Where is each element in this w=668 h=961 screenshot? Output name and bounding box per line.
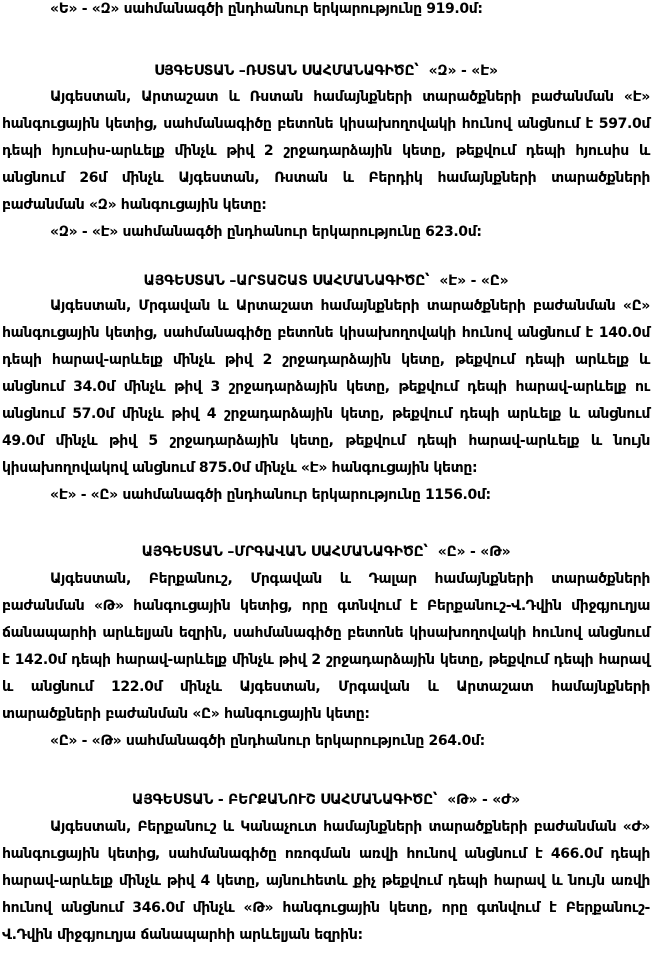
section-heading-codes: «Զ» - «Է» (428, 63, 498, 79)
paragraph-line: Վ.Դվին միջգյուղյա ճանապարհի արևելյան եզրին: (2, 927, 363, 943)
section-total-length: «Է» - «Ը» սահմանագծի ընդհանուր երկարությունը 1156.0մ: (50, 487, 491, 503)
paragraph-line: հանգուցային կետից, սահմանագիծը բետոնե կիսախողովակի հունով անցնում է 597.0մ (2, 116, 650, 132)
paragraph-line: և անցնում 122.0մ մինչև Այգեստան, Մրգավան և Արտաշատ համայնքների (2, 679, 650, 695)
paragraph-line: Այգեստան, Մրգավան և Արտաշատ համայնքների տարածքների բաժանման «Ը» (50, 298, 650, 314)
section-heading-title: ԱՅԳԵՍՏԱՆ –ԱՐՏԱՇԱՏ ՍԱՀՄԱՆԱԳԻԾԸ՝ (143, 273, 430, 289)
paragraph-line: դեպի հարավ-արևելք մինչև թիվ 2 շրջադարձային կետը, թեքվում դեպի արևելք և (2, 352, 650, 368)
section-heading-title: ԱՅԳԵՍՏԱՆ - ԲԵՐՔԱՆՈՒՇ ՍԱՀՄԱՆԱԳԻԾԸ՝ (132, 792, 438, 808)
paragraph-line: Այգեստան, Արտաշատ և Ռստան համայնքների տարածքների բաժանման «Է» (50, 89, 650, 105)
section-heading-title: ՍՅԳԵՍՏԱՆ –ՌՍՏԱՆ ՍԱՀՄԱՆԱԳԻԾԸ՝ (154, 63, 419, 79)
section-heading-title: ԱՅԳԵՍՏԱՆ –ՄՐԳԱՎԱՆ ՍԱՀՄԱՆԱԳԻԾԸ՝ (141, 544, 428, 560)
paragraph-line: է 142.0մ դեպի հարավ-արևելք մինչև թիվ 2 շրջադարձային կետը, թեքվում դեպի հարավ (2, 652, 650, 668)
paragraph-line: 49.0մ մինչև թիվ 5 շրջադարձային կետը, թեքվում դեպի հարավ-արևելք և նույն (2, 433, 650, 449)
paragraph-line: բաժանման «Թ» հանգուցային կետից, որը գտնվում է Բերքանուշ-Վ.Դվին միջգյուղյա (2, 598, 650, 614)
paragraph-line: Այգեստան, Բերքանուշ և Կանաչուտ համայնքների տարածքների բաժանման «Ժ» (50, 819, 650, 835)
section-heading-ajgestan-mrgavan (2, 543, 650, 561)
paragraph-line: հունով անցնում 346.0մ մինչև «Թ» հանգուցային կետը, որը գտնվում է Բերքանուշ- (2, 900, 650, 916)
paragraph-line: Այգեստան, Բերքանուշ, Մրգավան և Դալար համայնքների տարածքների (50, 571, 650, 587)
paragraph-line: հարավ-արևելք մինչև թիվ 4 կետը, այնուհետև քիչ թեքվում դեպի հարավ և նույն առվի (2, 873, 650, 889)
intro-total-length: «Ե» - «Զ» սահմանագծի ընդհանուր երկարությունը 919.0մ: (50, 1, 483, 17)
section-heading-codes: «Թ» - «Ժ» (447, 792, 520, 808)
paragraph-line: կիսախողովակով անցնում 875.0մ մինչև «Է» հանգուցային կետը: (2, 460, 478, 476)
paragraph-line: անցնում 57.0մ մինչև թիվ 4 շրջադարձային կետը, թեքվում դեպի արևելք և անցնում (2, 406, 650, 422)
paragraph-line: տարածքների բաժանման «Ը» հանգուցային կետը: (2, 706, 370, 722)
section-total-length: «Զ» - «Է» սահմանագծի ընդհանուր երկարությունը 623.0մ: (50, 224, 482, 240)
section-total-length: «Ը» - «Թ» սահմանագծի ընդհանուր երկարությունը 264.0մ: (50, 733, 485, 749)
paragraph-line: դեպի հյուսիս-արևելք մինչև թիվ 2 շրջադարձային կետը, թեքվում դեպի հյուսիս և (2, 143, 650, 159)
section-heading-ajgestan-artashat (2, 272, 650, 290)
paragraph-line: ճանապարհի արևելյան եզրին, սահմանագիծը բետոնե կիսախողովակի հունով անցնում (2, 625, 650, 641)
paragraph-line: հանգուցային կետից, սահմանագիծը ոռոգման առվի հունով անցնում է 466.0մ դեպի (2, 846, 650, 862)
paragraph-line: բաժանման «Զ» հանգուցային կետը: (2, 197, 267, 213)
section-heading-ajgestan-rstan (2, 62, 650, 80)
section-heading-ajgestan-berqanush (2, 791, 650, 809)
section-heading-codes: «Է» - «Ը» (439, 273, 509, 289)
paragraph-line: հանգուցային կետից, սահմանագիծը բետոնե կիսախողովակի հունով անցնում է 140.0մ (2, 325, 650, 341)
paragraph-line: անցնում 26մ մինչև Այգեստան, Ռստան և Բերդիկ համայնքների տարածքների (2, 170, 650, 186)
paragraph-line: անցնում 34.0մ մինչև թիվ 3 շրջադարձային կետը, թեքվում դեպի հարավ-արևելք ու (2, 379, 650, 395)
section-heading-codes: «Ը» - «Թ» (437, 544, 511, 560)
